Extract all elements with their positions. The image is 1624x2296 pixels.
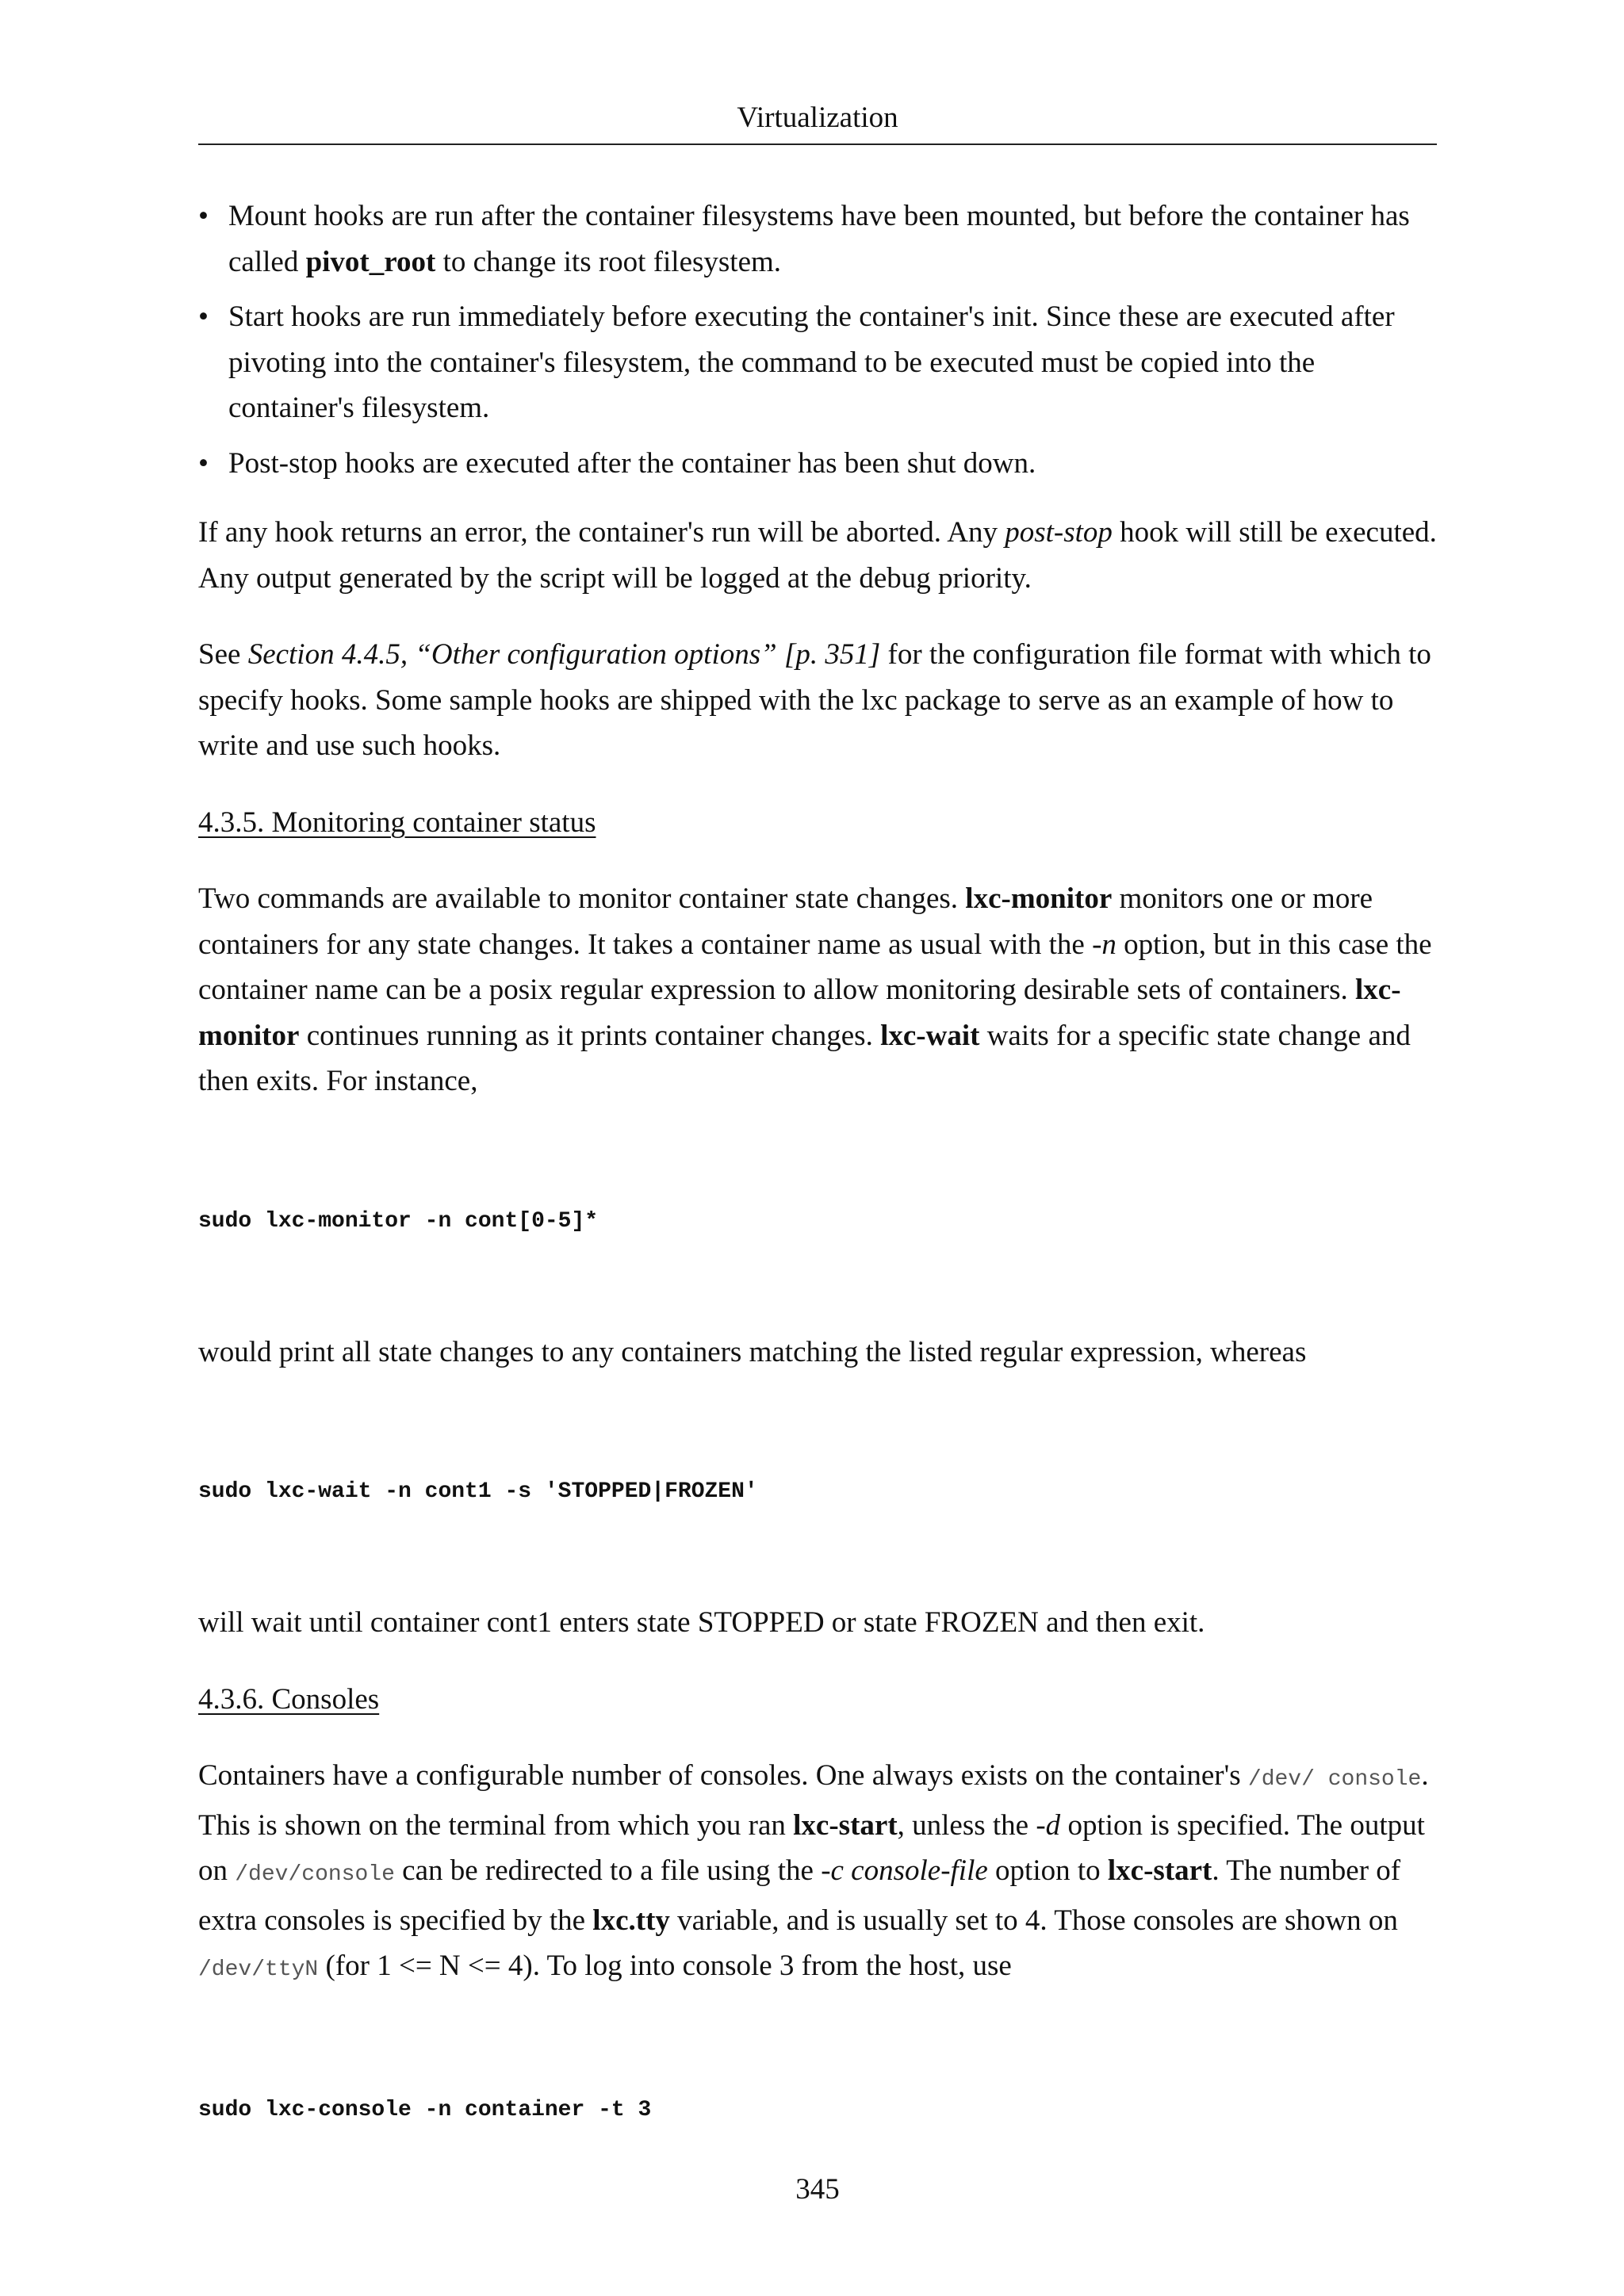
- cross-reference-link[interactable]: Section 4.4.5, “Other configuration options” [p. 351]: [247, 638, 881, 671]
- page-number: 345: [795, 2173, 840, 2206]
- monitor-explanation: would print all state changes to any containers matching the listed regular expression, whereas: [198, 1335, 1307, 1368]
- bullet-marker: •: [198, 446, 209, 480]
- bullet-marker: •: [198, 300, 209, 333]
- monitoring-paragraph: Two commands are available to monitor container state changes. lxc-monitor monitors one or more containers for any state changes. It takes a container name as usual with the -n option, but in this case the container name can be a posix regular expression to allow monitoring desirable sets of containers. lxc-monitor continues running as it prints container changes. lxc-wait waits for a specific state change and then exits. For instance,: [198, 882, 1432, 1097]
- section-heading-monitoring: 4.3.5. Monitoring container status: [198, 806, 596, 839]
- code-block-lxc-console: sudo lxc-console -n container -t 3: [198, 2097, 652, 2122]
- code-block-lxc-wait: sudo lxc-wait -n cont1 -s 'STOPPED|FROZEN': [198, 1479, 758, 1504]
- consoles-paragraph: Containers have a configurable number of consoles. One always exists on the container's /dev/ console. This is shown on the terminal from which you ran lxc-start, unless the -d option is specified. The output on /dev/console can be redirected to a file using the -c console-file option to lxc-start. The number of extra consoles is specified by the lxc.tty variable, and is usually set to 4. Those consoles are shown on /dev/ttyN (for 1 <= N <= 4). To log into console 3 from the host, use: [198, 1759, 1429, 1982]
- bullet-marker: •: [198, 200, 209, 232]
- list-item-post-stop-hooks: • Post-stop hooks are executed after the container has been shut down.: [198, 441, 1437, 487]
- wait-explanation: will wait until container cont1 enters state STOPPED or state FROZEN and then exit.: [198, 1606, 1205, 1639]
- code-block-lxc-monitor: sudo lxc-monitor -n cont[0-5]*: [198, 1208, 599, 1234]
- section-heading-consoles: 4.3.6. Consoles: [198, 1682, 380, 1716]
- running-header: Virtualization: [737, 101, 898, 134]
- pivot-root-term: pivot_root: [305, 245, 436, 278]
- list-item-mount-hooks: • Mount hooks are run after the container filesystems have been mounted, but before the container has called pivot_root to change its root filesystem.: [198, 193, 1437, 285]
- header-rule: [198, 144, 1437, 145]
- list-item-start-hooks: • Start hooks are run immediately before executing the container's init. Since these are executed after pivoting into the container's filesystem, the command to be executed must be copied into the container's filesystem.: [198, 294, 1437, 431]
- see-section-paragraph: See Section 4.4.5, “Other configuration options” [p. 351] for the configuration file format with which to specify hooks. Some sample hooks are shipped with the lxc package to serve as an example of how to write and use such hooks.: [198, 638, 1431, 762]
- hook-list: [198, 193, 1437, 486]
- page-body: [198, 193, 1437, 2126]
- hook-error-paragraph: If any hook returns an error, the container's run will be aborted. Any post-stop hook will still be executed. Any output generated by the script will be logged at the debug priority.: [198, 516, 1437, 595]
